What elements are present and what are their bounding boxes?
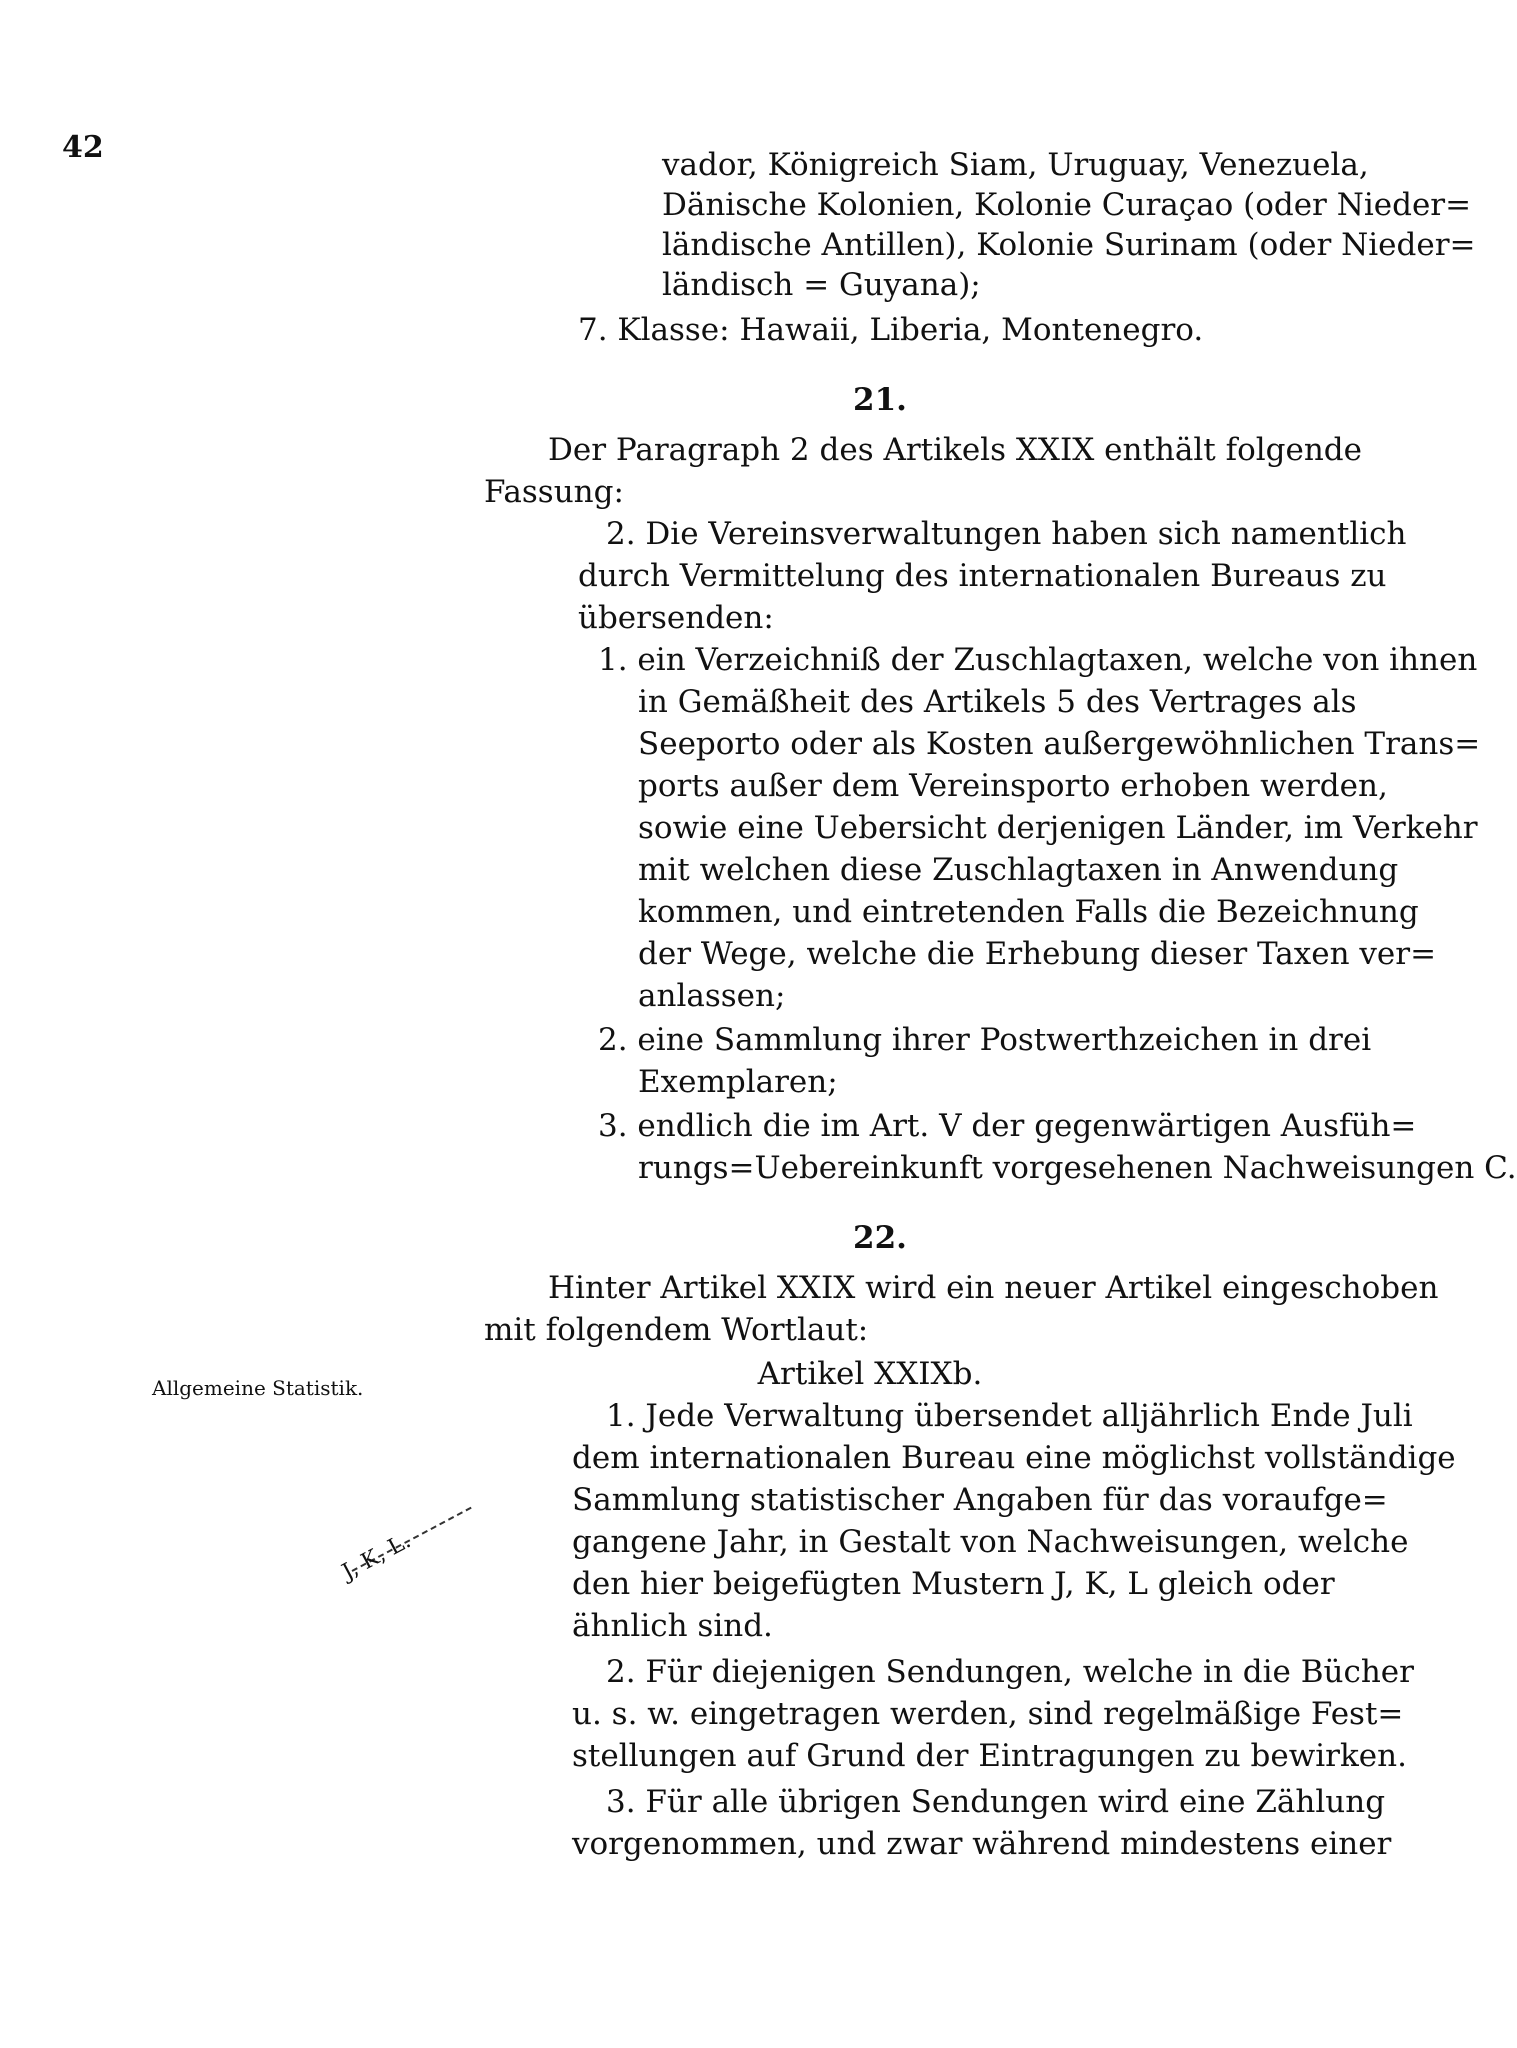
text-line: 1. Jede Verwaltung übersendet alljährlich Ende Juli [606,1398,1413,1434]
text-line: durch Vermittelung des internationalen Bureaus zu [578,558,1387,594]
text-line: ähnlich sind. [572,1608,773,1644]
text-line: rungs=Uebereinkunft vorgesehenen Nachweisungen C. [638,1150,1517,1186]
text-line: vorgenommen, und zwar während mindestens einer [572,1826,1392,1862]
text-line: 7. Klasse: Hawaii, Liberia, Montenegro. [578,312,1204,348]
text-line: in Gemäßheit des Artikels 5 des Vertrages als [638,684,1357,720]
margin-reference: J, K, L. [338,1528,415,1585]
text-line: Exemplaren; [638,1064,838,1100]
text-line: kommen, und eintretenden Falls die Bezeichnung [638,894,1419,930]
text-line: mit welchen diese Zuschlagtaxen in Anwendung [638,852,1399,888]
section-number-22: 22. [853,1220,907,1256]
text-line: Dänische Kolonien, Kolonie Curaçao (oder Nieder= [662,187,1472,223]
text-line: ländisch = Guyana); [662,267,981,303]
text-line: 2. Die Vereinsverwaltungen haben sich namentlich [606,516,1407,552]
text-line: ländische Antillen), Kolonie Surinam (oder Nieder= [662,227,1476,263]
text-line: mit folgendem Wortlaut: [484,1312,869,1348]
text-line: 2. Für diejenigen Sendungen, welche in die Bücher [606,1654,1414,1690]
text-line: anlassen; [638,978,786,1014]
margin-note: Allgemeine Statistik. [152,1376,364,1400]
text-line: Sammlung statistischer Angaben für das voraufge= [572,1482,1388,1518]
text-line: Der Paragraph 2 des Artikels XXIX enthält folgende [548,432,1362,468]
text-line: vador, Königreich Siam, Uruguay, Venezuela, [662,147,1369,183]
text-line: der Wege, welche die Erhebung dieser Taxen ver= [638,936,1437,972]
text-line: Seeporto oder als Kosten außergewöhnlichen Trans= [638,726,1481,762]
text-line: 2. eine Sammlung ihrer Postwerthzeichen in drei [598,1022,1372,1058]
article-title: Artikel XXIXb. [757,1356,983,1392]
text-line: übersenden: [578,600,774,636]
page-number: 42 [62,130,104,165]
text-line: 3. Für alle übrigen Sendungen wird eine Zählung [606,1784,1386,1820]
text-line: Hinter Artikel XXIX wird ein neuer Artikel eingeschoben [548,1270,1439,1306]
text-line: u. s. w. eingetragen werden, sind regelmäßige Fest= [572,1696,1404,1732]
text-line: Fassung: [484,474,624,510]
section-number-21: 21. [853,382,907,418]
text-line: stellungen auf Grund der Eintragungen zu bewirken. [572,1738,1407,1774]
text-line: gangene Jahr, in Gestalt von Nachweisungen, welche [572,1524,1409,1560]
text-line: ports außer dem Vereinsporto erhoben werden, [638,768,1388,804]
text-line: dem internationalen Bureau eine möglichst vollständige [572,1440,1456,1476]
text-line: 1. ein Verzeichniß der Zuschlagtaxen, welche von ihnen [598,642,1478,678]
text-line: 3. endlich die im Art. V der gegenwärtigen Ausfüh= [598,1108,1417,1144]
text-line: den hier beigefügten Mustern J, K, L gleich oder [572,1566,1335,1602]
text-line: sowie eine Uebersicht derjenigen Länder, im Verkehr [638,810,1478,846]
